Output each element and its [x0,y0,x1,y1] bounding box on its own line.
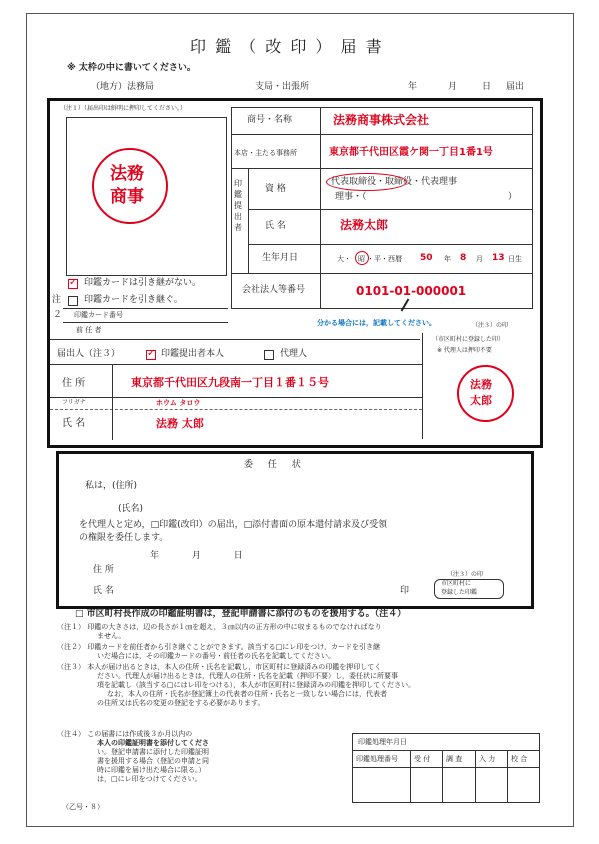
col-line [320,107,321,308]
entry: 入 力 [479,755,496,763]
note-line: なお，本人の住所・氏名が登記簿上の代表者の住所・氏名と一致しない場合には，代表者 [107,690,387,698]
info-table [231,107,533,309]
furigana-label: フリガナ [62,399,86,406]
delegation-seal-note3: 登録した印鑑 [441,589,478,596]
note-line: ださい。代理人が届け出るときは，代理人の住所・氏名を記載（押印不要）し，委任状に所要事 [97,672,398,680]
header-month: 月 [448,82,458,92]
agent-checkbox[interactable] [264,350,274,360]
self-option: 印鑑提出者本人 [161,349,225,359]
birth-eras-rest: ・平・西暦 [367,255,402,263]
qualification-options-2: 理事・（ [335,192,367,202]
personal-seal-text-2: 太郎 [470,394,492,407]
address-value: 東京都千代田区九段南一丁目１番１５号 [131,376,329,389]
personal-seal-text-1: 法務 [470,378,492,391]
col-line [112,364,113,440]
agent-option: 代理人 [280,349,308,359]
delegation-seal-note2: 市区町村に [441,580,472,587]
col-line [410,750,411,802]
card-inherit-checkbox[interactable] [68,296,78,306]
trade-name-label: 商号・名称 [247,115,293,125]
row-line [50,409,422,410]
note4-line: 書を援用する場合（登記の申請と同 [97,757,209,765]
name-label: 氏 名 [265,221,286,231]
row-line [50,364,422,365]
company-seal [92,148,168,224]
notes [57,623,527,708]
delegation-seal: 印 [400,586,410,596]
row-line [231,273,532,274]
birth-eras: 大・ [337,255,351,263]
card-number-label: 印鑑カード番号 [74,311,123,319]
row-line [248,209,532,210]
birth-era-selected: 昭 [358,255,365,263]
birth-day-unit: 日生 [508,255,522,263]
birth-label: 生年月日 [262,253,299,263]
submitter-label-v: 印鑑提出者 [234,179,242,232]
card-inherit-label: 印鑑カードを引き継ぐ。 [84,295,183,305]
card-not-inherit-checkbox[interactable] [68,279,78,289]
furigana-value: ホウム タロウ [156,399,201,407]
delegation-date: 年 月 日 [150,551,243,561]
row-line [352,750,539,751]
delegation-name-paren: (氏名) [118,504,144,514]
note-line: （注２） 印鑑カードを前任者から引き継ぐことができます。該当する□にレ印をつけ，カードを引き継 [57,643,380,651]
delegation-address: 私は，(住所) [85,481,138,491]
row-line [352,767,539,768]
office-value: 東京都千代田区霞ケ関一丁目1番1号 [329,147,493,158]
qualification-selected-circle [326,173,407,191]
divider [63,308,228,309]
address-label: 住 所 [62,378,86,389]
row-line [248,244,532,245]
seal-text-1: 法務 [110,164,144,184]
certificate-option: □ 市区町村長作成の印鑑証明書は，登記申請書に添付のものを援用する。（注４） [75,609,407,619]
self-checkbox[interactable] [146,350,156,360]
note4-line: 本人の印鑑証明書を添付してくださ [97,739,209,747]
qualification-label: 資 格 [265,184,286,194]
note4 [57,730,347,784]
col-line [442,750,443,802]
row-line [231,134,532,135]
survey: 調 査 [446,755,463,763]
name-label-2: 氏 名 [62,418,86,429]
prev-user-label: 前 任 者 [76,326,102,334]
note-line: 項を記載し（該当する□にはレ印をつける），本人が市区町村に登録済みの印鑑を押印してください。 [97,681,416,689]
submitter-seal-note3: ※ 代理人は押印不要 [437,347,492,354]
corp-number-label: 会社法人等番号 [242,285,306,295]
office-label: （地方）法務局 [91,82,155,92]
header-day: 日 [482,82,492,92]
check: 校 合 [511,755,528,763]
row-line [50,397,422,398]
divider [63,322,228,323]
qualification-close: ） [508,192,518,202]
form-title: 印 鑑 （ 改 印 ） 届 書 [190,37,384,56]
note-num: ２ [53,310,63,320]
col-line [507,750,508,802]
birth-day-value: 13 [492,253,505,263]
submitter-label: 届出人（注３） [57,349,121,359]
note-line: ません。 [97,632,126,640]
col-line [248,168,249,273]
note4-line: は，□にレ印をつけてください。 [97,775,202,783]
birth-year-unit: 年 [444,255,451,263]
note-line: （注１） 印鑑の大きさは，辺の長さが１㎝を超え，３㎝以内の正方形の中に収まるものでなければなり [57,623,382,631]
process-number: 印鑑処理番号 [356,755,398,763]
submitter-seal-note2: （市区町村に登録した印） [432,336,505,343]
note-marker: 注 [52,295,62,305]
note4-line: （注４） この届書には作成後３か月以内の [57,730,193,738]
delegation-body-2: の権限を委任します。 [79,533,169,543]
receipt: 受 付 [414,755,431,763]
note-line: （注３） 本人が届け出るときは，本人の住所・氏名を記載し，市区町村に登録済みの印鑑を押印してく [57,663,382,671]
col-line [475,750,476,802]
header-submit: 届出 [506,82,525,92]
delegation-address-label: 住 所 [93,565,114,575]
instruction: ※ 太枠の中に書いてください。 [67,63,196,73]
note-line: いだ場合には，その印鑑カードの番号・前任者の氏名を記載してください。 [97,652,335,660]
corp-number-value: 0101-01-000001 [356,284,467,298]
form-code: （乙号・８） [62,803,104,811]
row-line [231,168,532,169]
submitter-seal-note: （注３）の印 [472,322,509,329]
corp-number-hint: 分かる場合には，記載してください。 [317,319,436,327]
office-label-main: 本店・主たる事務所 [234,149,297,157]
birth-month-value: 8 [460,253,467,263]
delegation-title: 委 任 状 [244,460,307,470]
note1: （注１）（届出印は鮮明に押印してください。） [60,105,187,112]
header-year: 年 [408,82,418,92]
birth-month-unit: 月 [476,255,483,263]
note4-line: い。登記申請書に添付した印鑑証明 [97,748,209,756]
process-date: 印鑑処理年月日 [358,738,407,746]
delegation-body-1: を代理人と定め，□印鑑(改印）の届出，□添付書面の原本還付請求及び受領 [79,520,388,530]
trade-name-value: 法務商事株式会社 [333,113,430,127]
note4-line: 時に印鑑を届け出た場合に限る。） [97,766,206,774]
delegation-name-label: 氏 名 [93,586,114,596]
seal-text-2: 商事 [110,187,144,207]
name-value: 法務太郎 [340,218,389,232]
card-not-inherit-label: 印鑑カードは引き継がない。 [84,278,202,288]
birth-year-value: 50 [420,253,433,263]
note-line: の住所又は氏名の変更の登記をする必要があります。 [97,699,265,707]
name-value-2: 法務 太郎 [156,417,204,430]
divider [50,339,420,340]
branch-label: 支局・出張所 [255,82,310,92]
qualification-options-1: 代表取締役・取締役・代表理事 [331,177,458,187]
delegation-seal-note: （注３）の印 [447,571,484,578]
